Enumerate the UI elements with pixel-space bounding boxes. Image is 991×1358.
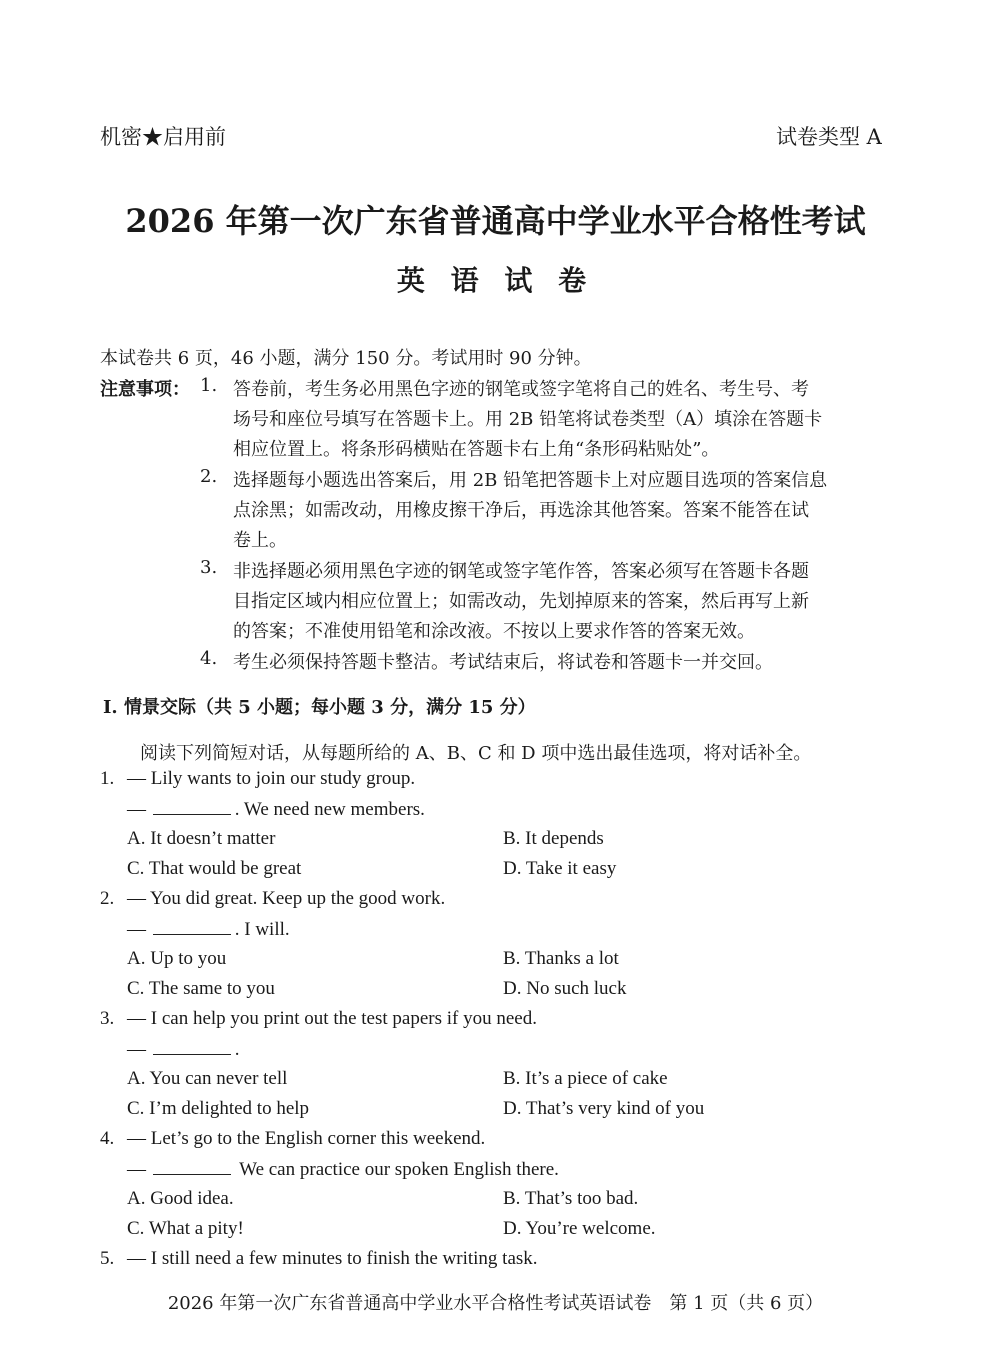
answer-blank[interactable] (153, 918, 231, 935)
notice-line: 目指定区域内相应位置上；如需改动，先划掉原来的答案，然后再写上新 (233, 591, 809, 612)
option-b[interactable]: B. It depends (503, 828, 604, 849)
dash: — (127, 799, 146, 820)
question-number: 1. (100, 768, 115, 789)
notice-line: 非选择题必须用黑色字迹的钢笔或签字笔作答，答案必须写在答题卡各题 (233, 561, 809, 582)
notice-line: 选择题每小题选出答案后，用 2B 铅笔把答题卡上对应题目选项的答案信息 (233, 470, 828, 491)
answer-line (127, 1158, 559, 1181)
option-d[interactable]: D. You’re welcome. (503, 1218, 656, 1239)
question-number: 5. (100, 1248, 115, 1269)
option-a[interactable]: A. It doesn’t matter (127, 828, 276, 849)
option-c[interactable]: C. The same to you (127, 978, 275, 999)
notice-line: 的答案；不准使用铅笔和涂改液。不按以上要求作答的答案无效。 (233, 621, 755, 642)
answer-blank[interactable] (153, 798, 231, 815)
notice-line: 点涂黑；如需改动，用橡皮擦干净后，再选涂其他答案。答案不能答在试 (233, 500, 809, 521)
dash: — (127, 919, 146, 940)
notice-number: 4. (200, 648, 218, 669)
answer-line-text: . (234, 1039, 240, 1060)
notice-label: 注意事项： (100, 379, 190, 400)
question-number: 2. (100, 888, 115, 909)
question-prompt: — I can help you print out the test papers if you need. (127, 1008, 537, 1029)
question-prompt: — Let’s go to the English corner this weekend. (127, 1128, 486, 1149)
question-prompt: — I still need a few minutes to finish the writing task. (127, 1248, 538, 1269)
option-c[interactable]: C. That would be great (127, 858, 302, 879)
intro-text: 本试卷共 6 页，46 小题，满分 150 分。考试用时 90 分钟。 (100, 348, 592, 369)
page-footer: 2026 年第一次广东省普通高中学业水平合格性考试英语试卷 第 1 页（共 6 页） (167, 1293, 824, 1314)
option-a[interactable]: A. Up to you (127, 948, 227, 969)
paper-type-label: 试卷类型 A (776, 125, 882, 149)
option-a[interactable]: A. Good idea. (127, 1188, 234, 1209)
notice-number: 2. (200, 466, 218, 487)
section-heading: Ⅰ. 情景交际（共 5 小题；每小题 3 分，满分 15 分） (103, 697, 536, 718)
answer-line-text: . I will. (234, 919, 290, 940)
dash: — (127, 1039, 146, 1060)
answer-line (127, 798, 425, 821)
option-c[interactable]: C. I’m delighted to help (127, 1098, 310, 1119)
notice-line: 场号和座位号填写在答题卡上。用 2B 铅笔将试卷类型（A）填涂在答题卡 (233, 409, 823, 430)
notice-number: 1. (200, 375, 218, 396)
option-c[interactable]: C. What a pity! (127, 1218, 244, 1239)
answer-blank[interactable] (153, 1038, 231, 1055)
dash: — (127, 1159, 146, 1180)
answer-line (127, 918, 290, 941)
notice-line: 卷上。 (233, 530, 287, 551)
option-b[interactable]: B. That’s too bad. (503, 1188, 639, 1209)
option-d[interactable]: D. No such luck (503, 978, 627, 999)
notice-line: 相应位置上。将条形码横贴在答题卡右上角“条形码粘贴处”。 (233, 439, 720, 460)
section-instruction: 阅读下列简短对话，从每题所给的 A、B、C 和 D 项中选出最佳选项，将对话补全。 (140, 743, 812, 764)
question-number: 4. (100, 1128, 115, 1149)
answer-line-text: We can practice our spoken English there. (234, 1159, 559, 1180)
answer-blank[interactable] (153, 1158, 231, 1175)
notice-line: 考生必须保持答题卡整洁。考试结束后，将试卷和答题卡一并交回。 (233, 652, 773, 673)
option-a[interactable]: A. You can never tell (127, 1068, 288, 1089)
answer-line (127, 1038, 240, 1061)
notice-number: 3. (200, 557, 218, 578)
question-prompt: — You did great. Keep up the good work. (127, 888, 446, 909)
confidential-label: 机密★启用前 (100, 125, 226, 149)
option-d[interactable]: D. Take it easy (503, 858, 617, 879)
notice-line: 答卷前，考生务必用黑色字迹的钢笔或签字笔将自己的姓名、考生号、考 (233, 379, 809, 400)
question-prompt: — Lily wants to join our study group. (127, 768, 416, 789)
option-b[interactable]: B. Thanks a lot (503, 948, 619, 969)
exam-subtitle: 英 语 试 卷 (396, 264, 595, 297)
option-b[interactable]: B. It’s a piece of cake (503, 1068, 668, 1089)
answer-line-text: . We need new members. (234, 799, 425, 820)
option-d[interactable]: D. That’s very kind of you (503, 1098, 705, 1119)
exam-title: 2026 年第一次广东省普通高中学业水平合格性考试 (125, 202, 866, 240)
question-number: 3. (100, 1008, 115, 1029)
